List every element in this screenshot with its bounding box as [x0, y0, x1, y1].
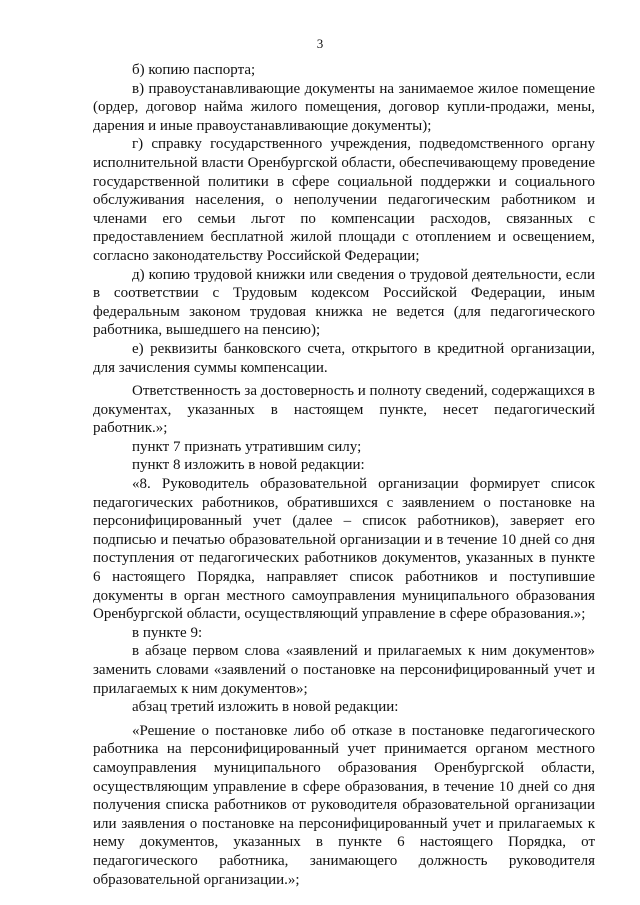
paragraph-item-7: пункт 7 признать утратившим силу;: [132, 438, 362, 455]
paragraph-item-8-intro: пункт 8 изложить в новой редакции:: [132, 457, 365, 474]
paragraph-e: е) реквизиты банковского счета, открытого в кредитной организации, для зачисления суммы компенсации.: [93, 340, 595, 376]
page-number: 3: [316, 36, 324, 51]
paragraph-item-8-text: «8. Руководитель образовательной организации формирует список педагогических работников, обратившихся с заявлением о постановке на персонифицированный учет (далее – список работников), заверяет его подписью и печатью образовательной организации и в течение 10 дней со дня поступления от педагогических работников документов, указанных в пункте 6 настоящего Порядка, направляет список работников и поступившие документы в орган местного самоуправления муниципального образования Оренбургской области, осуществляющий управление в сфере образования.»;: [93, 476, 595, 623]
paragraph-item-9-intro: в пункте 9:: [132, 624, 203, 641]
paragraph-v: в) правоустанавливающие документы на занимаемое жилое помещение (ордер, договор найма жилого помещения, договор купли-продажи, мены, дарения и иные правоустанавливающие документы);: [93, 80, 595, 134]
paragraph-responsibility: Ответственность за достоверность и полноту сведений, содержащихся в документах, указанных в настоящем пункте, несет педагогический работник.»;: [93, 383, 595, 437]
paragraph-item-9-third-text: «Решение о постановке либо об отказе в постановке педагогического работника на персонифицированный учет принимается органом местного самоуправления муниципального образования Оренбургской области, осуществляющим управление в сфере образования, в течение 10 дней со дня получения списка работников от руководителя образовательной организации или заявления о постановке на персонифицированный учет и прилагаемых к нему документов, указанных в пункте 6 настоящего Порядка, от педагогического работника, занимающего должность руководителя образовательной организации.»;: [93, 722, 595, 888]
paragraph-item-9-third-intro: абзац третий изложить в новой редакции:: [132, 699, 399, 716]
paragraph-g: г) справку государственного учреждения, подведомственного органу исполнительной власти Оренбургской области, обеспечивающему проведение государственной политики в сфере социальной поддержки и социального обслуживания населения, о неполучении педагогическим работником и членами его семьи льгот по компенсации расходов, связанных с предоставлением бесплатной жилой площади с отоплением и освещением, согласно законодательству Российской Федерации;: [93, 136, 595, 264]
paragraph-d: д) копию трудовой книжки или сведения о трудовой деятельности, если в соответствии с Трудовым кодексом Российской Федерации, иным федеральным законом трудовая книжка не ведется (для педагогического работника, вышедшего на пенсию);: [93, 266, 595, 339]
paragraph-item-9-first: в абзаце первом слова «заявлений и прилагаемых к ним документов» заменить словами «заявлений о постановке на персонифицированный учет и прилагаемых к ним документов»;: [93, 643, 595, 697]
document-body: [93, 61, 595, 889]
paragraph-b: б) копию паспорта;: [132, 62, 256, 78]
